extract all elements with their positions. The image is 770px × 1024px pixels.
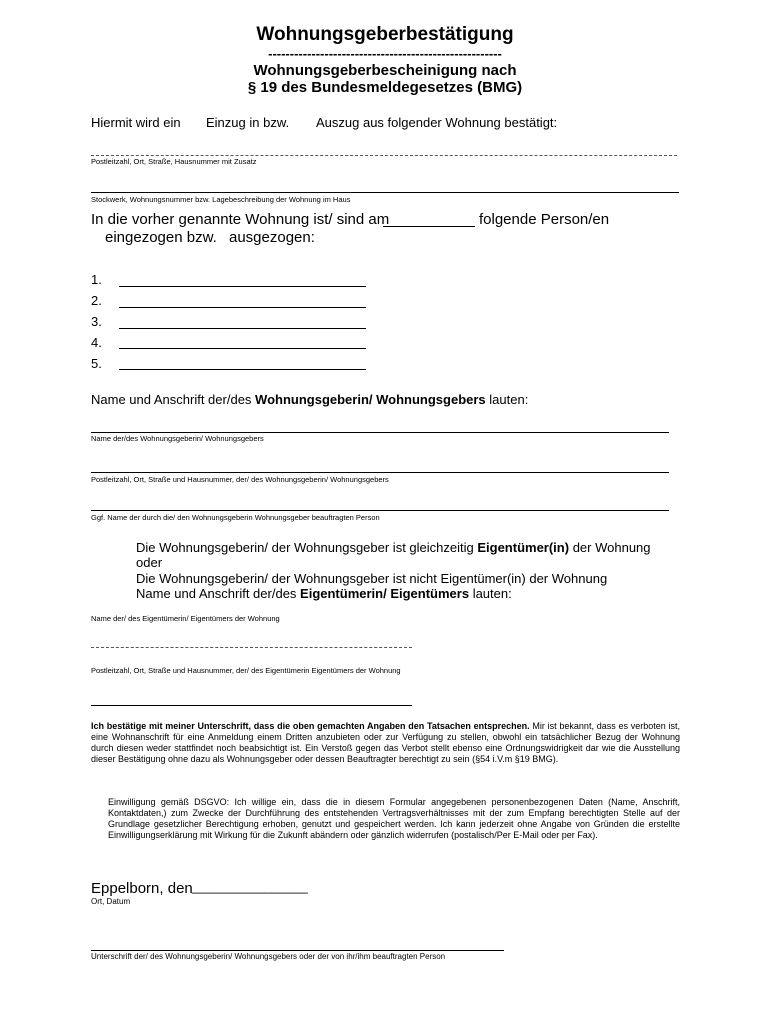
place-date-caption: Ort, Datum [91,897,131,906]
owner-name-input-line[interactable] [91,647,412,648]
signature-caption: Unterschrift der/ des Wohnungsgeberin/ Wohnungsgebers oder der von ihr/ihm beauftragten Person [91,952,446,961]
landlord-heading: Name und Anschrift der/des Wohnungsgeberin/ Wohnungsgebers lauten: [91,392,529,407]
persons-option-eingezogen[interactable]: eingezogen bzw. [105,229,217,246]
place-date-label: Eppelborn, den [91,880,193,897]
owner-oder: oder [136,555,163,570]
date-blank[interactable]: ________________ [192,879,308,894]
person-number-3: 3. [91,314,102,329]
person-number-2: 2. [91,293,102,308]
subtitle-line-1: Wohnungsgeberbescheinigung nach [253,62,517,79]
person-input-line-3[interactable] [119,328,366,329]
floor-input-line[interactable] [91,192,679,193]
consent-paragraph: Einwilligung gemäß DSGVO: Ich willige ein, dass die in diesem Formular angegebenen personenbezogenen Daten (Name, Anschrift, Kontaktdaten,) zum Zwecke der Durchführung des entstehenden Vertragsverhältnisses mit der zum Empfang berechtigten Stelle auf der Grundlage gesetzlicher Berechtigung erhoben, genutzt und gespeichert werden. Ich kann jederzeit ohne Angabe von Gründen die erstellte Einwilligungserklärung mit Wirkung für die Zukunft abändern oder gänzlich widerrufen (postalisch/Per E-Mail oder per Fax). [108,797,680,840]
landlord-address-input-line[interactable] [91,472,669,473]
agent-name-input-line[interactable] [91,510,669,511]
subtitle-line-2: § 19 des Bundesmeldegesetzes (BMG) [247,79,523,96]
person-input-line-1[interactable] [119,286,366,287]
landlord-name-input-line[interactable] [91,432,669,433]
owner-option-2[interactable]: Die Wohnungsgeberin/ der Wohnungsgeber ist nicht Eigentümer(in) der Wohnung [136,571,608,586]
owner-address-caption: Postleitzahl, Ort, Straße und Hausnummer, der/ des Eigentümerin Eigentümers der Wohnung [91,666,401,675]
landlord-address-caption: Postleitzahl, Ort, Straße und Hausnummer, der/ des Wohnungsgeberin/ Wohnungsgebers [91,475,389,484]
owner-address-input-line[interactable] [91,705,412,706]
person-input-line-2[interactable] [119,307,366,308]
address-input-line[interactable] [91,155,677,156]
person-input-line-4[interactable] [119,348,366,349]
persons-text-a: In die vorher genannte Wohnung ist/ sind am [91,211,390,228]
owner-name-caption: Name der/ des Eigentümerin/ Eigentümers der Wohnung [91,614,280,623]
address-caption: Postleitzahl, Ort, Straße, Hausnummer mit Zusatz [91,157,257,166]
persons-option-ausgezogen[interactable]: ausgezogen: [229,229,315,246]
document-title: Wohnungsgeberbestätigung [256,24,514,45]
person-number-1: 1. [91,272,102,287]
agent-name-caption: Ggf. Name der durch die/ den Wohnungsgeberin Wohnungsgeber beauftragten Person [91,513,380,522]
declaration-paragraph: Ich bestätige mit meiner Unterschrift, dass die oben gemachten Angaben den Tatsachen entsprechen. Mir ist bekannt, dass es verboten ist, eine Wohnanschrift für eine Anmeldung einem Dritten anzubieten oder zur Verfügung zu stellen, obwohl ein tatsächlicher Bezug der Wohnung durch diesen weder stattfindet noch beabsichtigt ist. Ein Verstoß gegen das Verbot stellt ebenso eine Ordnungswidrigkeit dar wie die Ausstellung dieser Bestätigung ohne dazu als Wohnungsgeber oder dessen Beauftragter berechtigt zu sein (§54 i.V.m §19 BMG). [91,721,680,764]
person-input-line-5[interactable] [119,369,366,370]
intro-option-auszug[interactable]: Auszug aus folgender Wohnung bestätigt: [316,115,558,130]
intro-text-a: Hiermit wird ein [91,115,181,130]
landlord-name-caption: Name der/des Wohnungsgeberin/ Wohnungsgebers [91,434,264,443]
person-number-5: 5. [91,356,102,371]
title-separator: ------------------------------------------------------ [268,46,502,61]
persons-text-b: folgende Person/en [479,211,610,228]
person-number-4: 4. [91,335,102,350]
signature-input-line[interactable] [91,950,504,951]
date-input-line[interactable] [383,226,475,227]
owner-heading: Name und Anschrift der/des Eigentümerin/ Eigentümers lauten: [136,586,512,601]
owner-option-1[interactable]: Die Wohnungsgeberin/ der Wohnungsgeber ist gleichzeitig Eigentümer(in) der Wohnung [136,540,651,555]
floor-caption: Stockwerk, Wohnungsnummer bzw. Lagebeschreibung der Wohnung im Haus [91,195,351,204]
intro-option-einzug[interactable]: Einzug in bzw. [206,115,290,130]
